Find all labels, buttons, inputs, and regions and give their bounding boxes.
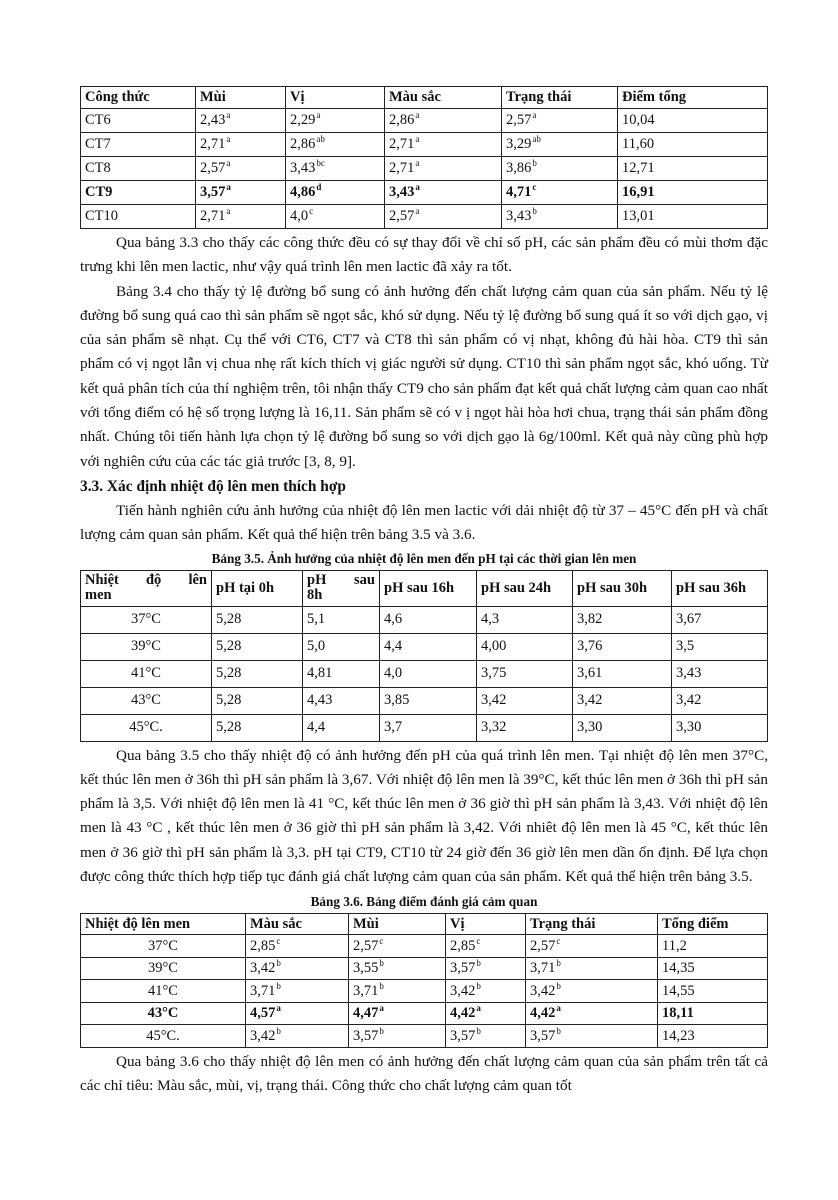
table-row: [81, 109, 768, 133]
column-header: pH sau 16h: [380, 570, 477, 606]
table-cell: 3,30: [672, 714, 768, 741]
table-cell: 5,28: [212, 660, 303, 687]
significance-letter: a: [415, 110, 420, 120]
table-cell: 2,43$^a$: [196, 109, 286, 133]
table-cell: 16,91: [618, 181, 768, 205]
paragraph: Qua bảng 3.3 cho thấy các công thức đều có sự thay đổi về chỉ số pH, các sản phẩm đều có mùi thơm đặc trưng khi lên men lactic, như vậy quá trình lên men lactic đã xảy ra tốt.: [80, 234, 768, 276]
table-cell: 3,86$^b$: [502, 157, 618, 181]
table-header-row: [81, 87, 768, 109]
table-cell: 3,5: [672, 633, 768, 660]
table-row: [81, 633, 768, 660]
table-3-4: [80, 86, 768, 229]
table-cell: 4,6: [380, 606, 477, 633]
table-cell: 11,60: [618, 133, 768, 157]
table-cell: 3,42$^b$: [446, 980, 526, 1003]
significance-letter: ab: [316, 134, 325, 144]
table-row: [81, 606, 768, 633]
table-row: [81, 687, 768, 714]
table-cell: 3,57$^a$: [196, 181, 286, 205]
significance-letter: b: [276, 958, 281, 969]
significance-letter: a: [379, 1003, 384, 1014]
table-cell: 3,42: [573, 687, 672, 714]
table-cell: 39°C: [81, 633, 212, 660]
table-cell: 3,42$^b$: [526, 980, 658, 1003]
table-cell: 3,42$^b$: [246, 1025, 349, 1048]
table-cell: 10,04: [618, 109, 768, 133]
table-cell: 4,42$^a$: [526, 1002, 658, 1025]
table-cell: 37°C: [81, 935, 246, 958]
table-cell: 3,71$^b$: [526, 957, 658, 980]
table-3-5: [80, 570, 768, 742]
table-cell: 4,71$^c$: [502, 181, 618, 205]
significance-letter: b: [476, 958, 481, 969]
table-cell: 13,01: [618, 205, 768, 229]
table-cell: 2,71$^a$: [385, 157, 502, 181]
column-header: Màu sắc: [385, 87, 502, 109]
table-cell: 4,00: [477, 633, 573, 660]
table-cell: 4,47$^a$: [349, 1002, 446, 1025]
significance-letter: c: [532, 182, 537, 192]
column-header: Công thức: [81, 87, 196, 109]
table-cell: 37°C: [81, 606, 212, 633]
table-row: [81, 205, 768, 229]
significance-letter: a: [276, 1003, 281, 1014]
table-cell: 4,0$^c$: [286, 205, 385, 229]
table-cell: 3,32: [477, 714, 573, 741]
table-row: [81, 714, 768, 741]
significance-letter: c: [309, 206, 314, 216]
column-header: Vị: [446, 914, 526, 935]
table-cell: 3,42: [477, 687, 573, 714]
table-header-row: [81, 570, 768, 606]
significance-letter: b: [276, 980, 281, 991]
table-cell: 14,35: [658, 957, 768, 980]
significance-letter: b: [532, 206, 537, 216]
significance-letter: c: [556, 935, 561, 946]
table-caption: Bảng 3.5. Ảnh hưởng của nhiệt độ lên men đến pH tại các thời gian lên men: [211, 550, 637, 566]
table-row: [81, 660, 768, 687]
table-cell: 2,85$^c$: [246, 935, 349, 958]
table-row: [81, 157, 768, 181]
table-cell: 2,71$^a$: [385, 133, 502, 157]
table-cell: 5,28: [212, 606, 303, 633]
significance-letter: b: [476, 980, 481, 991]
table-cell: 3,85: [380, 687, 477, 714]
column-header: Mùi: [196, 87, 286, 109]
table-cell: 3,82: [573, 606, 672, 633]
significance-letter: b: [556, 1025, 561, 1036]
column-header: pH sau 36h: [672, 570, 768, 606]
table-cell: 39°C: [81, 957, 246, 980]
table-header-row: [81, 914, 768, 935]
table-cell: 45°C.: [81, 714, 212, 741]
table-cell: CT7: [81, 133, 196, 157]
column-header: Điểm tổng: [618, 87, 768, 109]
table-cell: 4,42$^a$: [446, 1002, 526, 1025]
table-cell: 3,67: [672, 606, 768, 633]
table-cell: 3,57$^b$: [446, 1025, 526, 1048]
table-cell: 5,28: [212, 633, 303, 660]
table-row: [81, 980, 768, 1003]
table-cell: 2,71$^a$: [196, 205, 286, 229]
table-cell: 18,11: [658, 1002, 768, 1025]
column-header: Tổng điểm: [658, 914, 768, 935]
section-heading: 3.3. Xác định nhiệt độ lên men thích hợp: [80, 477, 346, 495]
table-cell: 3,42: [672, 687, 768, 714]
table-row: [81, 1025, 768, 1048]
table-cell: 5,28: [212, 714, 303, 741]
column-header: pH sau 24h: [477, 570, 573, 606]
significance-letter: b: [532, 158, 537, 168]
table-cell: CT6: [81, 109, 196, 133]
column-header: Nhiệt độ lên men: [81, 914, 246, 935]
table-row: [81, 957, 768, 980]
table-cell: 3,61: [573, 660, 672, 687]
column-header: Vị: [286, 87, 385, 109]
table-cell: 3,71$^b$: [349, 980, 446, 1003]
table-cell: CT8: [81, 157, 196, 181]
column-header: Nhiệt độ lên men: [81, 570, 212, 606]
column-header: pH sau 30h: [573, 570, 672, 606]
significance-letter: d: [316, 182, 322, 192]
significance-letter: a: [415, 182, 420, 192]
document-page: [80, 86, 768, 1098]
table-cell: 4,4: [303, 714, 380, 741]
significance-letter: b: [476, 1025, 481, 1036]
significance-letter: c: [379, 935, 384, 946]
significance-letter: a: [415, 158, 420, 168]
table-cell: 3,55$^b$: [349, 957, 446, 980]
table-cell: 4,81: [303, 660, 380, 687]
table-cell: 3,43: [672, 660, 768, 687]
significance-letter: a: [226, 134, 231, 144]
table-cell: 12,71: [618, 157, 768, 181]
significance-letter: a: [415, 206, 420, 216]
table-cell: 5,1: [303, 606, 380, 633]
table-row: [81, 133, 768, 157]
table-cell: 2,57$^c$: [349, 935, 446, 958]
table-cell: 45°C.: [81, 1025, 246, 1048]
significance-letter: a: [415, 134, 420, 144]
table-3-6: [80, 913, 768, 1048]
table-cell: 2,57$^a$: [502, 109, 618, 133]
column-header: Màu sắc: [246, 914, 349, 935]
significance-letter: b: [379, 1025, 384, 1036]
significance-letter: ab: [532, 134, 541, 144]
table-cell: 3,42$^b$: [246, 957, 349, 980]
table-cell: 3,76: [573, 633, 672, 660]
column-header: Trạng thái: [526, 914, 658, 935]
significance-letter: a: [226, 110, 231, 120]
table-cell: CT10: [81, 205, 196, 229]
table-cell: 2,57$^a$: [385, 205, 502, 229]
table-cell: 41°C: [81, 980, 246, 1003]
significance-letter: bc: [316, 158, 325, 168]
significance-letter: b: [379, 958, 384, 969]
significance-letter: b: [556, 980, 561, 991]
table-cell: 3,75: [477, 660, 573, 687]
table-cell: 4,86$^d$: [286, 181, 385, 205]
table-cell: 3,29$^{ab}$: [502, 133, 618, 157]
table-cell: 4,0: [380, 660, 477, 687]
column-header: Trạng thái: [502, 87, 618, 109]
significance-letter: b: [556, 958, 561, 969]
significance-letter: c: [476, 935, 481, 946]
table-cell: 43°C: [81, 687, 212, 714]
paragraph: Qua bảng 3.6 cho thấy nhiệt độ lên men có ảnh hưởng đến chất lượng cảm quan của sản phẩm trên tất cả các chỉ tiêu: Màu sắc, mùi, vị, trạng thái. Công thức cho chất lượng cảm quan tốt: [80, 1052, 768, 1095]
table-cell: 3,57$^b$: [526, 1025, 658, 1048]
table-cell: 5,28: [212, 687, 303, 714]
table-cell: 4,57$^a$: [246, 1002, 349, 1025]
significance-letter: a: [532, 110, 537, 120]
table-row: [81, 181, 768, 205]
table-cell: 3,7: [380, 714, 477, 741]
table-caption: Bảng 3.6. Bảng điểm đánh giá cảm quan: [310, 894, 538, 910]
table-cell: 14,55: [658, 980, 768, 1003]
table-cell: 2,86$^a$: [385, 109, 502, 133]
table-cell: 3,57$^b$: [446, 957, 526, 980]
table-cell: 2,86$^{ab}$: [286, 133, 385, 157]
table-cell: 11,2: [658, 935, 768, 958]
significance-letter: a: [226, 182, 231, 192]
table-row: [81, 935, 768, 958]
table-cell: 2,57$^c$: [526, 935, 658, 958]
table-cell: 14,23: [658, 1025, 768, 1048]
table-cell: 3,71$^b$: [246, 980, 349, 1003]
table-cell: 3,57$^b$: [349, 1025, 446, 1048]
paragraph: Tiến hành nghiên cứu ảnh hưởng của nhiệt độ lên men lactic với dải nhiệt độ từ 37 – 45°C đến pH và chất lượng cảm quan sản phẩm. Kết quả thể hiện trên bảng 3.5 và 3.6.: [80, 501, 768, 544]
table-cell: 3,30: [573, 714, 672, 741]
paragraph: Bảng 3.4 cho thấy tỷ lệ đường bổ sung có ảnh hưởng đến chất lượng cảm quan của sản phẩm. Nếu tỷ lệ đường bổ sung quá cao thì sản phẩm sẽ ngọt sắc, khó sử dụng. Nếu tỷ lệ đường bổ sung quá ít so với dịch gạo, vị của sản phẩm sẽ nhạt. Cụ thể với CT6, CT7 và CT8 thì sản phẩm có vị nhạt, không đủ hài hòa. CT9 thì sản phẩm có vị ngọt lẫn vị chua nhẹ rất kích thích vị giác người sử dụng. CT10 thì sản phẩm ngọt sắc, khó uống. Từ kết quả phân tích của thí nghiệm trên, tôi nhận thấy CT9 cho sản phẩm đạt kết quả chất lượng cảm quan cao nhất với tổng điểm có hệ số trọng lượng là 16,11. Sản phẩm sẽ có v ị ngọt hài hòa hơi chua, trạng thái sản phẩm đồng nhất. Chúng tôi tiến hành lựa chọn tỷ lệ đường bổ sung so với dịch gạo là 6g/100ml. Kết quả này cũng phù hợp với nghiên cứu của các tác giả trước [3, 8, 9].: [80, 282, 768, 470]
table-cell: 3,43$^{bc}$: [286, 157, 385, 181]
table-cell: CT9: [81, 181, 196, 205]
table-cell: 2,71$^a$: [196, 133, 286, 157]
table-cell: 41°C: [81, 660, 212, 687]
table-cell: 3,43$^a$: [385, 181, 502, 205]
significance-letter: c: [276, 935, 281, 946]
significance-letter: a: [226, 158, 231, 168]
table-row: [81, 1002, 768, 1025]
table-cell: 2,85$^c$: [446, 935, 526, 958]
significance-letter: a: [476, 1003, 481, 1014]
significance-letter: a: [556, 1003, 561, 1014]
column-header: Mùi: [349, 914, 446, 935]
significance-letter: b: [379, 980, 384, 991]
table-cell: 5,0: [303, 633, 380, 660]
table-cell: 43°C: [81, 1002, 246, 1025]
significance-letter: a: [226, 206, 231, 216]
table-cell: 4,4: [380, 633, 477, 660]
column-header: pH tại 0h: [212, 570, 303, 606]
table-cell: 4,3: [477, 606, 573, 633]
paragraph: Qua bảng 3.5 cho thấy nhiệt độ có ảnh hưởng đến pH của quá trình lên men. Tại nhiệt độ lên men 37°C, kết thúc lên men ở 36h thì pH sản phẩm là 3,67. Với nhiệt độ lên men là 39°C, kết thúc lên men ở 36h thì pH sản phẩm là 3,5. Với nhiệt độ lên men là 41 °C, kết thúc lên men ở 36 giờ thì pH sản phẩm là 3,43. Với nhiệt độ lên men là 43 °C , kết thúc lên men ở 36 giờ thì pH sản phẩm là 3,42. Với nhiêt độ lên men là 45 °C, kết thúc lên men ở 36 giờ thì pH sản phẩm là 3,3. pH tại CT9, CT10 từ 24 giờ đến 36 giờ lên men dần ổn định. Để lựa chọn được công thức thích hợp tiếp tục đánh giá chất lượng cảm quan của sản phẩm. Kết quả thể hiện trên bảng 3.5.: [80, 746, 768, 886]
column-header: pH sau 8h: [303, 570, 380, 606]
table-cell: 2,57$^a$: [196, 157, 286, 181]
table-cell: 3,43$^b$: [502, 205, 618, 229]
significance-letter: a: [316, 110, 321, 120]
table-cell: 2,29$^a$: [286, 109, 385, 133]
significance-letter: b: [276, 1025, 281, 1036]
table-cell: 4,43: [303, 687, 380, 714]
